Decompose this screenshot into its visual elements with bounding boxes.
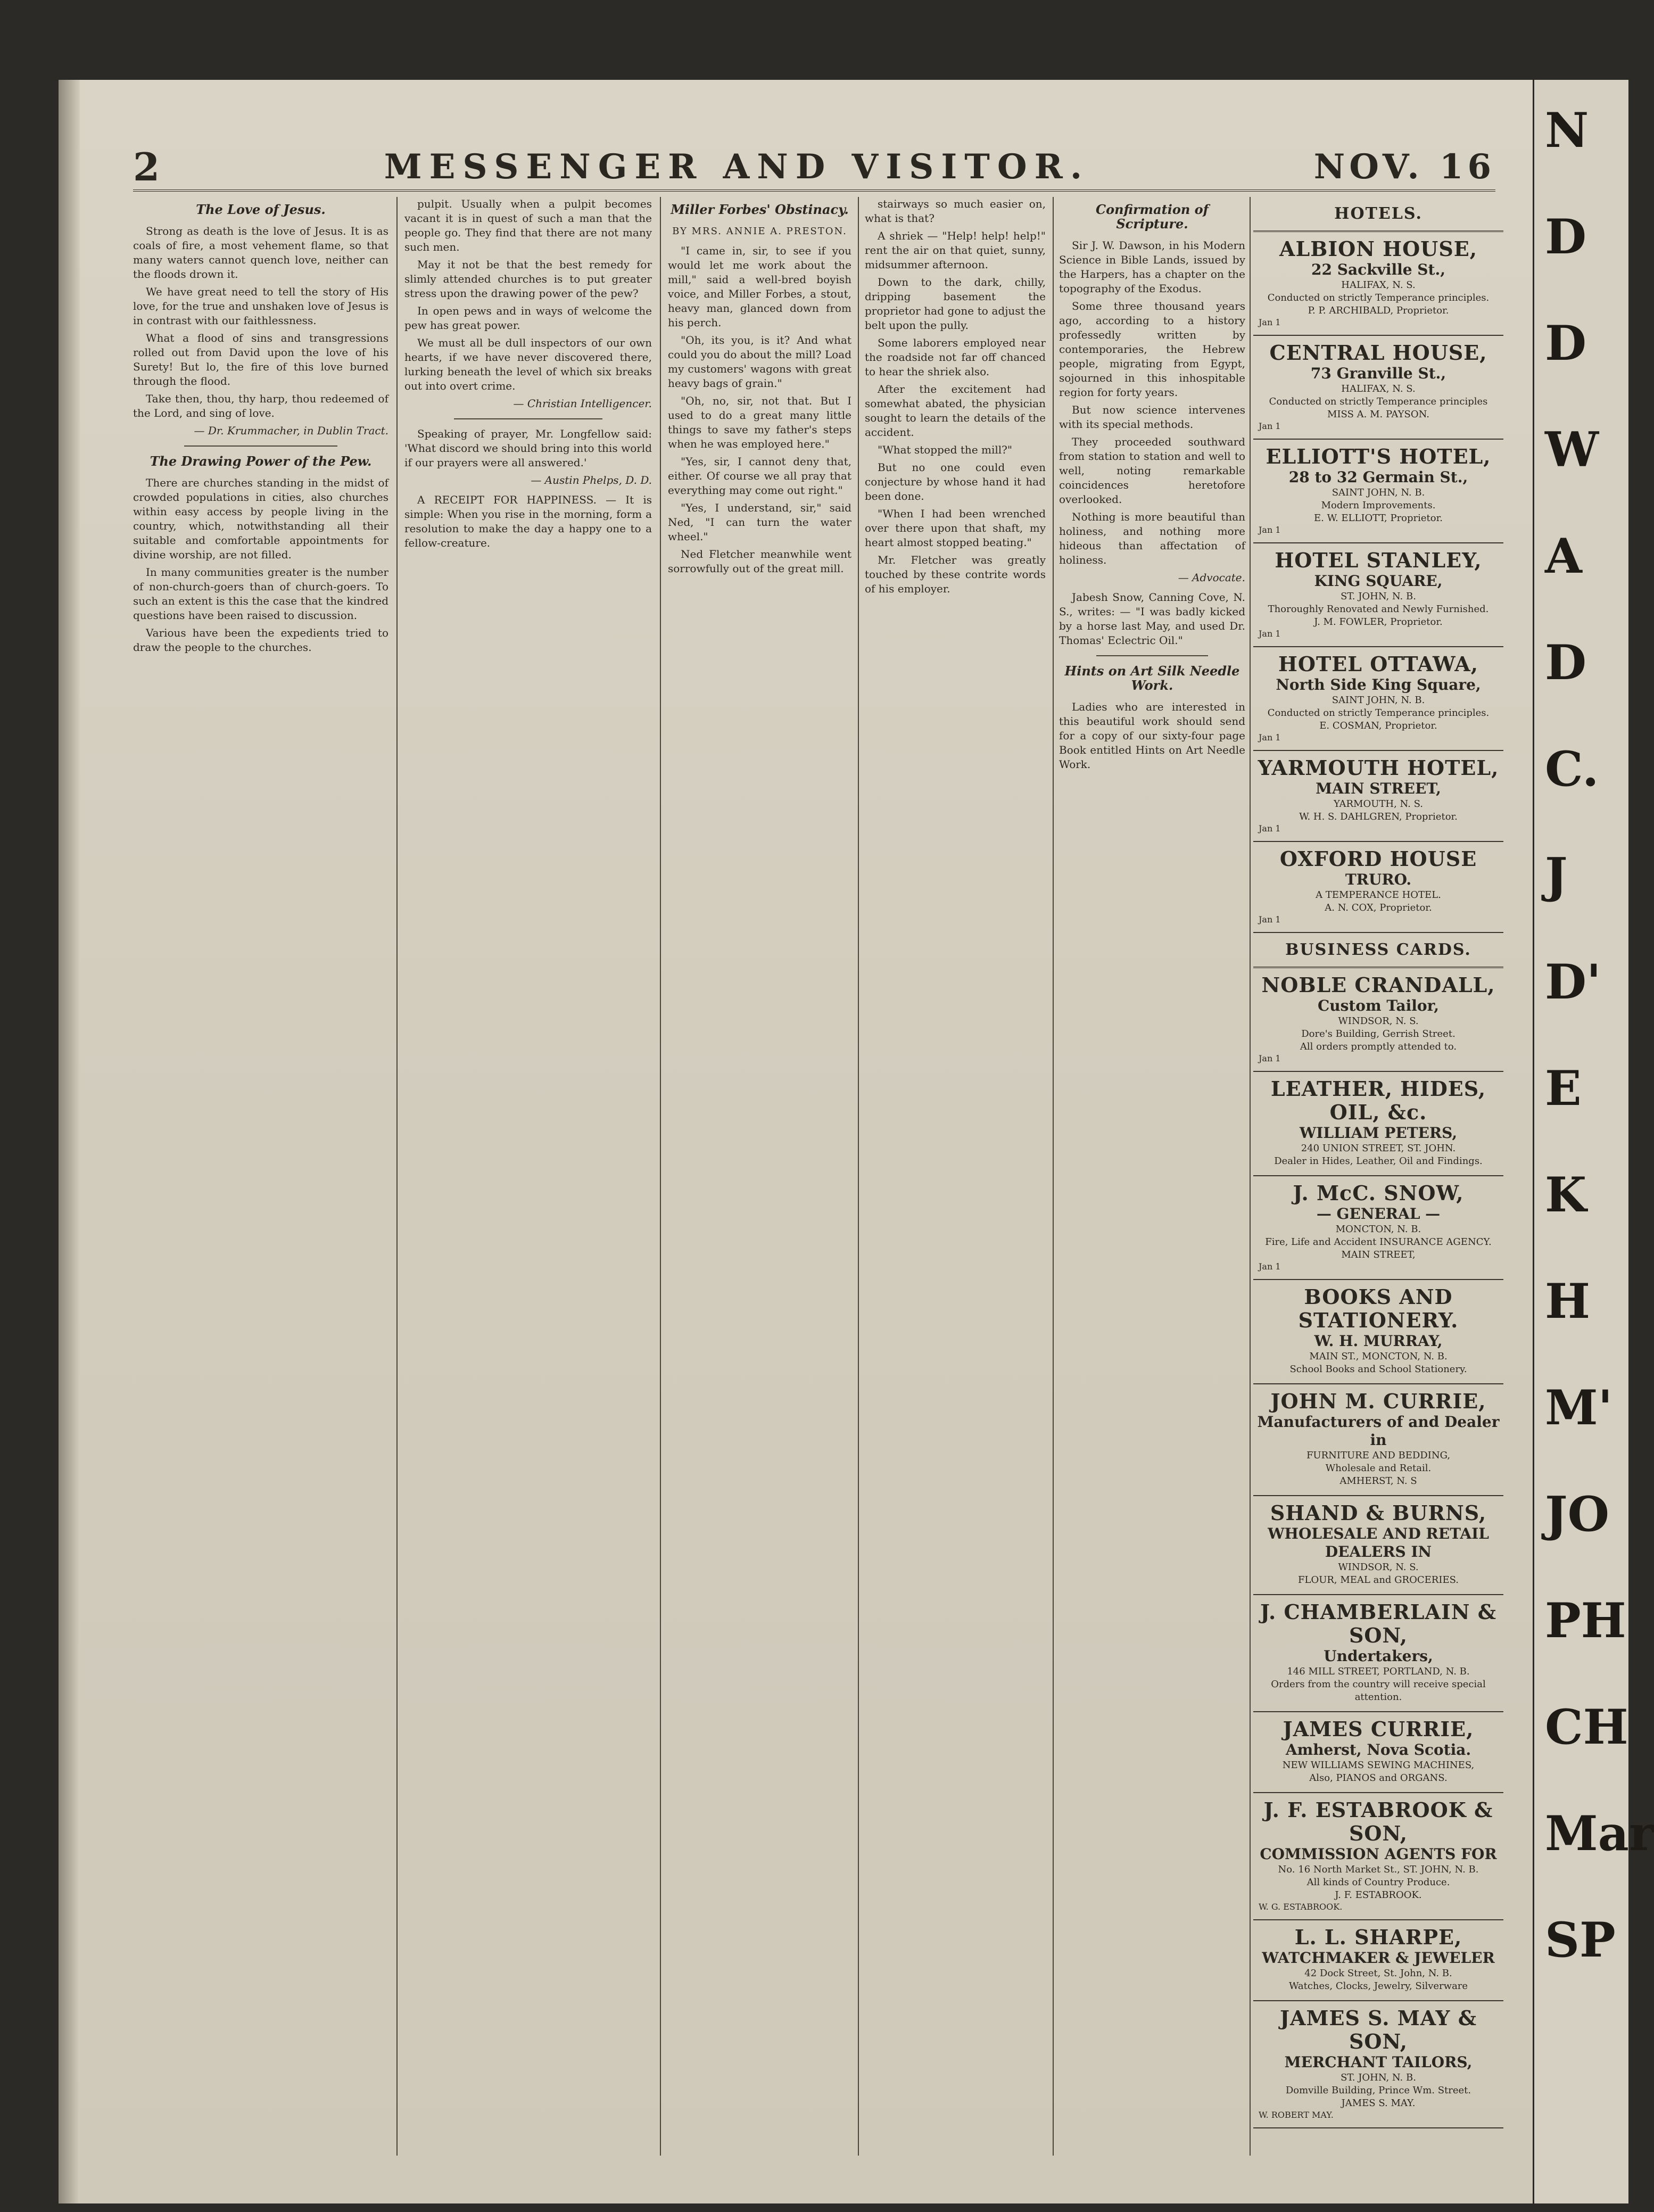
ad-date: W. ROBERT MAY. bbox=[1259, 2110, 1334, 2120]
ad-note: Wholesale and Retail. bbox=[1325, 1463, 1432, 1474]
ad-subtitle: Amherst, Nova Scotia. bbox=[1285, 1741, 1471, 1759]
ad-date: Jan 1 bbox=[1259, 914, 1281, 925]
advertisement bbox=[1253, 1280, 1503, 1384]
ad-name: ELLIOTT'S HOTEL, bbox=[1266, 444, 1491, 468]
article-paragraph: May it not be that the best remedy for slimly attended churches is to put greater stress upon the drawing power of the pew? bbox=[404, 258, 652, 300]
column-rule bbox=[660, 197, 661, 2156]
ad-location: HALIFAX, N. S. bbox=[1341, 279, 1416, 291]
ad-name: J. CHAMBERLAIN & SON, bbox=[1260, 1600, 1497, 1647]
ad-proprietor: W. H. S. DAHLGREN, Proprietor. bbox=[1299, 811, 1458, 822]
article-paragraph: Speaking of prayer, Mr. Longfellow said: 'What discord we should bring into this world if our prayers were all answered.' bbox=[404, 427, 652, 469]
adjacent-page-letter: E bbox=[1545, 1060, 1582, 1117]
ad-note: Conducted on strictly Temperance principles. bbox=[1267, 707, 1490, 719]
article-heading: Hints on Art Silk Needle Work. bbox=[1064, 663, 1240, 693]
ad-date: Jan 1 bbox=[1259, 421, 1281, 431]
adjacent-page-letter: C. bbox=[1545, 741, 1599, 797]
article-paragraph: Take then, thou, thy harp, thou redeemed of the Lord, and sing of love. bbox=[133, 392, 388, 419]
advertisement bbox=[1253, 751, 1503, 842]
adjacent-page-letter: H bbox=[1545, 1273, 1591, 1330]
ad-footer bbox=[1255, 732, 1501, 742]
ad-proprietor: MISS A. M. PAYSON. bbox=[1327, 409, 1429, 420]
ad-note: FLOUR, MEAL and GROCERIES. bbox=[1298, 1574, 1459, 1586]
column-3 bbox=[668, 197, 851, 2156]
ad-section-heading: HOTELS. bbox=[1253, 197, 1503, 232]
article-credit: — Dr. Krummacher, in Dublin Tract. bbox=[194, 424, 388, 437]
ad-note: Also, PIANOS and ORGANS. bbox=[1309, 1772, 1448, 1784]
adjacent-page-letter: JO bbox=[1545, 1486, 1609, 1542]
article-paragraph: We must all be dull inspectors of our own hearts, if we have never discovered there, lurking beneath the level of which six breaks out into overt crime. bbox=[404, 336, 652, 392]
ad-subtitle: MAIN STREET, bbox=[1316, 780, 1441, 797]
article-heading: Confirmation of Scripture. bbox=[1096, 202, 1209, 232]
ad-name: LEATHER, HIDES, OIL, &c. bbox=[1270, 1077, 1486, 1124]
adjacent-page-letter: D bbox=[1545, 634, 1587, 691]
advertisement bbox=[1253, 232, 1503, 336]
advertisement bbox=[1253, 1496, 1503, 1595]
ad-footer bbox=[1255, 1902, 1501, 1912]
article-paragraph: They proceeded southward from station to station and well to well, noting remarkable coincidences heretofore overlooked. bbox=[1059, 435, 1245, 506]
ad-location: 240 UNION STREET, ST. JOHN. bbox=[1301, 1143, 1456, 1154]
ad-location: ST. JOHN, N. B. bbox=[1341, 2072, 1416, 2083]
ad-proprietor: JAMES S. MAY. bbox=[1341, 2098, 1416, 2109]
ad-location: HALIFAX, N. S. bbox=[1341, 383, 1416, 394]
advertisement bbox=[1253, 647, 1503, 751]
ad-subtitle: 73 Granville St., bbox=[1310, 365, 1446, 382]
page-number: 2 bbox=[133, 144, 160, 189]
ad-location: WINDSOR, N. S. bbox=[1338, 1562, 1419, 1573]
advertisement bbox=[1253, 1072, 1503, 1176]
article-paragraph: There are churches standing in the midst of crowded populations in cities, also churches within easy access by people living in the country, which, notwithstanding all their suitable and comfortable appointments for divine worship, are not filled. bbox=[133, 476, 388, 561]
ad-location: NEW WILLIAMS SEWING MACHINES, bbox=[1282, 1760, 1475, 1771]
ad-subtitle: — GENERAL — bbox=[1316, 1205, 1441, 1223]
advertisement bbox=[1253, 1793, 1503, 1920]
ad-footer bbox=[1255, 629, 1501, 639]
ad-footer bbox=[1255, 2110, 1501, 2120]
ad-section-heading: BUSINESS CARDS. bbox=[1253, 933, 1503, 968]
divider bbox=[1096, 655, 1208, 656]
ad-name: HOTEL OTTAWA, bbox=[1278, 652, 1478, 676]
ad-name: JAMES S. MAY & SON, bbox=[1279, 2006, 1477, 2053]
advertisement bbox=[1253, 440, 1503, 543]
ad-note: Fire, Life and Accident INSURANCE AGENCY. bbox=[1265, 1236, 1492, 1248]
ad-location: SAINT JOHN, N. B. bbox=[1332, 487, 1425, 498]
advertisement bbox=[1253, 1384, 1503, 1496]
ad-location: SAINT JOHN, N. B. bbox=[1332, 695, 1425, 706]
divider bbox=[184, 445, 337, 447]
article-paragraph: After the excitement had somewhat abated, the physician sought to learn the details of the accident. bbox=[865, 383, 1046, 439]
ad-subtitle: Custom Tailor, bbox=[1317, 997, 1440, 1014]
advertisement bbox=[1253, 2001, 1503, 2128]
article-credit: — Austin Phelps, D. D. bbox=[531, 474, 652, 486]
adjacent-page-letter: M' bbox=[1545, 1380, 1613, 1436]
article-paragraph: "Oh, no, sir, not that. But I used to do a great many little things to save my father's steps when he was employed here." bbox=[668, 394, 851, 450]
adjacent-page-letter: J bbox=[1545, 847, 1568, 904]
article-heading: The Love of Jesus. bbox=[196, 202, 326, 217]
ad-name: L. L. SHARPE, bbox=[1294, 1925, 1462, 1949]
article-paragraph: "I came in, sir, to see if you would let me work about the mill," said a well-bred boyish voice, and Miller Forbes, a stout, heavy man, glanced down from his perch. bbox=[668, 244, 851, 329]
ad-name: OXFORD HOUSE bbox=[1279, 847, 1477, 871]
ad-proprietor: All orders promptly attended to. bbox=[1300, 1041, 1457, 1052]
ad-subtitle: KING SQUARE, bbox=[1314, 572, 1443, 590]
adjacent-page-letter: D bbox=[1545, 209, 1587, 265]
ad-date: Jan 1 bbox=[1259, 732, 1281, 742]
issue-date: NOV. 16 bbox=[1313, 146, 1495, 187]
ad-date: W. G. ESTABROOK. bbox=[1259, 1902, 1343, 1912]
ad-name: JOHN M. CURRIE, bbox=[1270, 1389, 1486, 1413]
ad-note: Watches, Clocks, Jewelry, Silverware bbox=[1288, 1980, 1468, 1992]
ad-location: YARMOUTH, N. S. bbox=[1334, 798, 1423, 810]
advertisement bbox=[1253, 543, 1503, 647]
adjacent-page-letter: D' bbox=[1545, 954, 1601, 1010]
article-paragraph: In open pews and in ways of welcome the pew has great power. bbox=[404, 304, 652, 332]
article-paragraph: Jabesh Snow, Canning Cove, N. S., writes: — "I was badly kicked by a horse last May, and used Dr. Thomas' Eclectric Oil." bbox=[1059, 591, 1245, 647]
ad-subtitle: WHOLESALE AND RETAIL DEALERS IN bbox=[1268, 1525, 1489, 1561]
ad-note: Modern Improvements. bbox=[1321, 500, 1436, 511]
ad-name: CENTRAL HOUSE, bbox=[1269, 341, 1487, 365]
ad-location: A TEMPERANCE HOTEL. bbox=[1316, 889, 1441, 901]
ad-proprietor: P. P. ARCHIBALD, Proprietor. bbox=[1308, 305, 1449, 316]
advertisement bbox=[1253, 1712, 1503, 1793]
column-2 bbox=[404, 197, 652, 2156]
article-paragraph: "When I had been wrenched over there upon that shaft, my heart almost stopped beating." bbox=[865, 507, 1046, 549]
ad-proprietor: A. N. COX, Proprietor. bbox=[1325, 902, 1432, 913]
ad-subtitle: 22 Sackville St., bbox=[1311, 261, 1445, 278]
newspaper-title: MESSENGER AND VISITOR. bbox=[384, 146, 1090, 187]
ad-location: 146 MILL STREET, PORTLAND, N. B. bbox=[1287, 1666, 1470, 1677]
article-paragraph: In many communities greater is the number of non-church-goers than of church-goers. To such an extent is this the case that the kindred questions have been raised to discussion. bbox=[133, 566, 388, 622]
adjacent-page-letter: K bbox=[1545, 1167, 1587, 1223]
ad-footer bbox=[1255, 1053, 1501, 1063]
ad-location: No. 16 North Market St., ST. JOHN, N. B. bbox=[1278, 1864, 1479, 1875]
ad-subtitle: TRURO. bbox=[1345, 871, 1412, 888]
column-rule bbox=[1053, 197, 1054, 2156]
article-paragraph: A RECEIPT FOR HAPPINESS. — It is simple: When you rise in the morning, form a resolution to make the day a happy one to a fellow-creature. bbox=[404, 493, 652, 549]
page-fold-shadow bbox=[59, 80, 80, 2203]
advertisement bbox=[1253, 1595, 1503, 1712]
adjacent-page-letter: SP bbox=[1545, 1912, 1616, 1968]
adjacent-page-letter: N bbox=[1545, 102, 1589, 159]
adjacent-page-letter: D bbox=[1545, 315, 1587, 372]
ad-name: YARMOUTH HOTEL, bbox=[1258, 756, 1499, 780]
article-paragraph: Ladies who are interested in this beautiful work should send for a copy of our sixty-four page Book entitled Hints on Art Needle Work. bbox=[1059, 700, 1245, 771]
article-paragraph: We have great need to tell the story of His love, for the true and unshaken love of Jesus is in contrast with our faithlessness. bbox=[133, 285, 388, 327]
adjacent-page-edge bbox=[1533, 80, 1654, 2203]
ad-location: ST. JOHN, N. B. bbox=[1341, 591, 1416, 602]
ad-name: J. McC. SNOW, bbox=[1293, 1181, 1464, 1205]
ad-subtitle: Manufacturers of and Dealer in bbox=[1257, 1413, 1500, 1449]
ad-name: JAMES CURRIE, bbox=[1283, 1717, 1474, 1741]
ad-note: All kinds of Country Produce. bbox=[1306, 1877, 1450, 1888]
article-paragraph: Mr. Fletcher was greatly touched by these contrite words of his employer. bbox=[865, 554, 1046, 595]
article-paragraph: pulpit. Usually when a pulpit becomes vacant it is in quest of such a man that the people go. They find that there are not many such men. bbox=[404, 197, 652, 253]
ad-date: Jan 1 bbox=[1259, 525, 1281, 535]
article-paragraph: "Yes, sir, I cannot deny that, either. Of course we all pray that everything may come out right." bbox=[668, 455, 851, 497]
ad-proprietor: MAIN STREET, bbox=[1341, 1249, 1416, 1260]
ad-proprietor: E. W. ELLIOTT, Proprietor. bbox=[1314, 513, 1443, 524]
ad-note: School Books and School Stationery. bbox=[1289, 1364, 1467, 1375]
article-paragraph: Some laborers employed near the roadside not far off chanced to hear the shriek also. bbox=[865, 336, 1046, 378]
adjacent-page-letter: Mar bbox=[1545, 1805, 1654, 1862]
column-4 bbox=[865, 197, 1046, 2156]
ad-note: Dealer in Hides, Leather, Oil and Findings. bbox=[1274, 1155, 1483, 1167]
divider bbox=[454, 418, 602, 419]
advertisement-column bbox=[1253, 197, 1503, 2156]
advertisement bbox=[1253, 968, 1503, 1072]
column-1 bbox=[133, 197, 388, 2156]
ad-location: MONCTON, N. B. bbox=[1335, 1224, 1421, 1235]
ad-note: Orders from the country will receive special attention. bbox=[1271, 1679, 1486, 1703]
article-paragraph: stairways so much easier on, what is that? bbox=[865, 197, 1046, 225]
ad-proprietor: AMHERST, N. S bbox=[1339, 1475, 1417, 1487]
article-paragraph: What a flood of sins and transgressions rolled out from David upon the love of his Surety! But lo, the fire of this love burned through the flood. bbox=[133, 332, 388, 387]
ad-footer bbox=[1255, 914, 1501, 925]
adjacent-page-letter: CH bbox=[1545, 1699, 1628, 1755]
ad-date: Jan 1 bbox=[1259, 1053, 1281, 1063]
ad-proprietor: E. COSMAN, Proprietor. bbox=[1319, 720, 1437, 731]
ad-subtitle: Undertakers, bbox=[1324, 1647, 1433, 1665]
ad-location: WINDSOR, N. S. bbox=[1338, 1016, 1419, 1027]
ad-subtitle: COMMISSION AGENTS FOR bbox=[1260, 1845, 1497, 1863]
ad-name: BOOKS AND STATIONERY. bbox=[1298, 1285, 1459, 1332]
ad-name: HOTEL STANLEY, bbox=[1275, 548, 1482, 572]
article-paragraph: Strong as death is the love of Jesus. It is as coals of fire, a most vehement flame, so that many waters cannot quench love, neither can the floods drown it. bbox=[133, 225, 388, 280]
column-rule bbox=[858, 197, 859, 2156]
ad-subtitle: MERCHANT TAILORS, bbox=[1284, 2053, 1473, 2071]
advertisement bbox=[1253, 336, 1503, 440]
article-paragraph: Nothing is more beautiful than holiness, and nothing more hideous than affectation of holiness. bbox=[1059, 510, 1245, 566]
ad-footer bbox=[1255, 525, 1501, 535]
ad-location: MAIN ST., MONCTON, N. B. bbox=[1309, 1351, 1448, 1362]
advertisement bbox=[1253, 842, 1503, 933]
adjacent-page-letter: PH bbox=[1545, 1592, 1626, 1649]
article-paragraph: "What stopped the mill?" bbox=[878, 443, 1013, 456]
article-paragraph: But no one could even conjecture by whose hand it had been done. bbox=[865, 461, 1046, 502]
ad-footer bbox=[1255, 317, 1501, 327]
ad-footer bbox=[1255, 421, 1501, 431]
adjacent-page-letter: W bbox=[1545, 422, 1599, 478]
ad-date: Jan 1 bbox=[1259, 823, 1281, 833]
article-paragraph: A shriek — "Help! help! help!" rent the air on that quiet, sunny, midsummer afternoon. bbox=[865, 229, 1046, 271]
advertisement bbox=[1253, 1920, 1503, 2001]
column-rule bbox=[396, 197, 398, 2156]
masthead bbox=[133, 144, 1495, 192]
ad-note: Conducted on strictly Temperance principles bbox=[1269, 396, 1488, 407]
article-heading: Miller Forbes' Obstinacy. bbox=[671, 202, 849, 217]
article-paragraph: "Oh, its you, is it? And what could you do about the mill? Load my customers' wagons with great heavy bags of grain." bbox=[668, 334, 851, 390]
ad-subtitle: W. H. MURRAY, bbox=[1314, 1332, 1443, 1350]
advertisement bbox=[1253, 1176, 1503, 1280]
ad-name: NOBLE CRANDALL, bbox=[1261, 973, 1495, 997]
ad-subtitle: North Side King Square, bbox=[1276, 676, 1481, 694]
article-paragraph: "Yes, I understand, sir," said Ned, "I can turn the water wheel." bbox=[668, 501, 851, 543]
ad-footer bbox=[1255, 823, 1501, 833]
article-paragraph: Some three thousand years ago, according to a history professedly written by contemporaries, the Hebrew people, migrating from Egypt, sojourned in this inhospitable region for forty years. bbox=[1059, 300, 1245, 399]
article-paragraph: But now science intervenes with its special methods. bbox=[1059, 403, 1245, 431]
ad-subtitle: WATCHMAKER & JEWELER bbox=[1262, 1949, 1495, 1967]
article-heading: The Drawing Power of the Pew. bbox=[150, 453, 372, 469]
article-paragraph: Various have been the expedients tried to draw the people to the churches. bbox=[133, 626, 388, 654]
article-paragraph: Ned Fletcher meanwhile went sorrowfully out of the great mill. bbox=[668, 548, 851, 575]
ad-location: FURNITURE AND BEDDING, bbox=[1306, 1450, 1451, 1461]
adjacent-page-letter: A bbox=[1545, 528, 1582, 584]
article-paragraph: Down to the dark, chilly, dripping basement the proprietor had gone to adjust the belt upon the pully. bbox=[865, 276, 1046, 332]
ad-note: Conducted on strictly Temperance principles. bbox=[1267, 292, 1490, 303]
ad-subtitle: 28 to 32 Germain St., bbox=[1288, 468, 1468, 486]
ad-name: ALBION HOUSE, bbox=[1279, 237, 1477, 261]
column-5 bbox=[1059, 197, 1245, 2156]
article-credit: — Advocate. bbox=[1178, 571, 1245, 584]
ad-note: Thoroughly Renovated and Newly Furnished. bbox=[1268, 604, 1489, 615]
ad-date: Jan 1 bbox=[1259, 1261, 1281, 1272]
article-byline: BY MRS. ANNIE A. PRESTON. bbox=[672, 226, 847, 237]
ad-footer bbox=[1255, 1261, 1501, 1272]
ad-subtitle: WILLIAM PETERS, bbox=[1299, 1124, 1458, 1142]
ad-proprietor: J. F. ESTABROOK. bbox=[1335, 1889, 1422, 1901]
article-paragraph: Sir J. W. Dawson, in his Modern Science in Bible Lands, issued by the Harpers, has a chapter on the topography of the Exodus. bbox=[1059, 239, 1245, 295]
ad-note: Dore's Building, Gerrish Street. bbox=[1301, 1028, 1455, 1039]
ad-location: 42 Dock Street, St. John, N. B. bbox=[1304, 1968, 1452, 1979]
article-credit: — Christian Intelligencer. bbox=[513, 397, 652, 410]
ad-proprietor: J. M. FOWLER, Proprietor. bbox=[1314, 616, 1443, 628]
column-rule bbox=[1250, 197, 1251, 2156]
ad-name: J. F. ESTABROOK & SON, bbox=[1263, 1798, 1493, 1845]
ad-date: Jan 1 bbox=[1259, 629, 1281, 639]
ad-name: SHAND & BURNS, bbox=[1270, 1501, 1487, 1525]
ad-note: Domville Building, Prince Wm. Street. bbox=[1285, 2085, 1471, 2096]
ad-date: Jan 1 bbox=[1259, 317, 1281, 327]
